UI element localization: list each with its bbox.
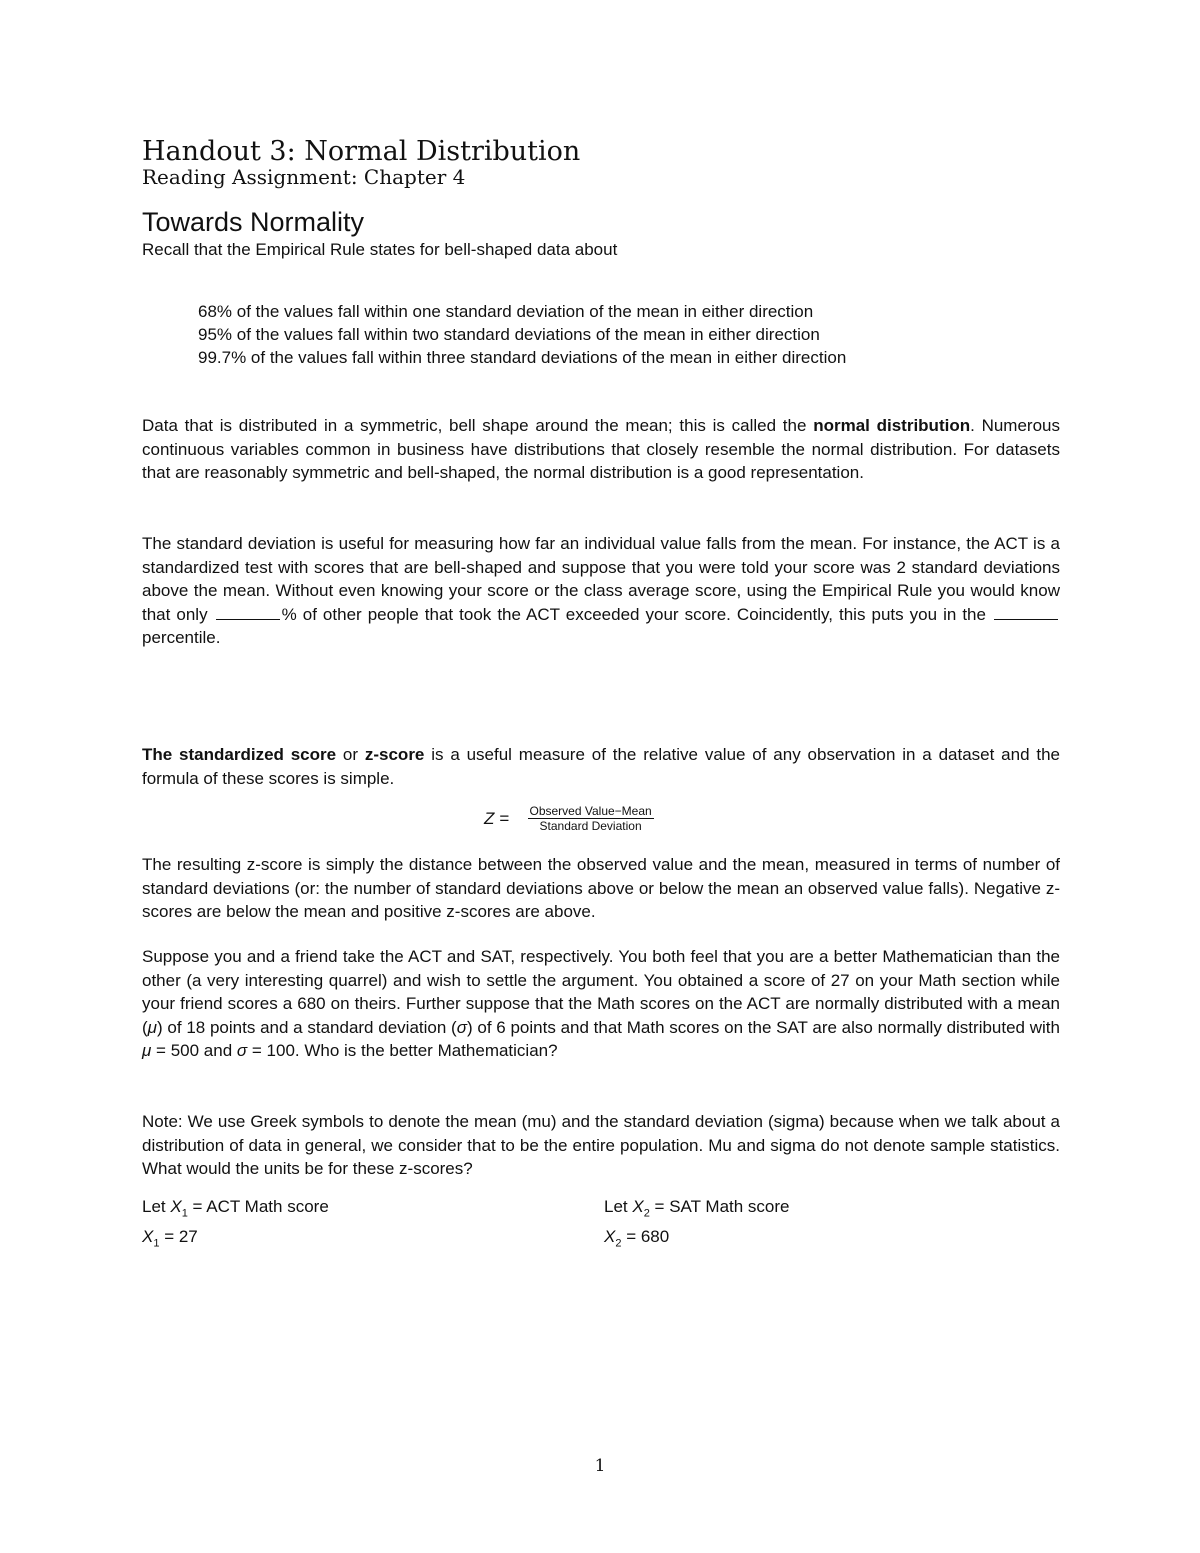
- section-heading: Towards Normality: [142, 207, 365, 237]
- normal-distribution-paragraph: Data that is distributed in a symmetric, bell shape around the mean; this is called the normal distribution. Numerous continuous variables common in business have distributions that closely resemble the normal distribution. For datasets that are reasonably symmetric and bell-shaped, the normal distribution is a good representation.: [142, 416, 1060, 482]
- percentile-blank[interactable]: [994, 605, 1058, 620]
- rule-99-7: 99.7% of the values fall within three standard deviations of the mean in either direction: [198, 348, 847, 367]
- z-score-term: z-score: [364, 745, 425, 764]
- z-score-paragraph: The standardized score or z-score is a useful measure of the relative value of any observation in a dataset and the formula of these scores is simple.: [142, 745, 1060, 788]
- rule-68: 68% of the values fall within one standard deviation of the mean in either direction: [198, 302, 814, 321]
- act-sat-paragraph: Suppose you and a friend take the ACT and SAT, respectively. You both feel that you are a better Mathematician than the other (a very interesting quarrel) and wish to settle the argument. You obtained a score of 27 on your Math section while your friend scores a 680 on theirs. Further suppose that the Math scores on the ACT are normally distributed with a mean (μ) of 18 points and a standard deviation (σ) of 6 points and that Math scores on the SAT are also normally distributed with μ = 500 and σ = 100. Who is the better Mathematician?: [142, 947, 1060, 1060]
- formula-lhs: Z =: [484, 808, 510, 828]
- sigma-symbol: σ: [456, 1017, 467, 1037]
- formula-fraction: [528, 804, 654, 833]
- z-score-explanation: The resulting z-score is simply the distance between the observed value and the mean, measured in terms of number of standard deviations (or: the number of standard deviations above or below the mean an observed value falls). Negative z-scores are below the mean and positive z-scores are above.: [142, 855, 1060, 921]
- formula-numerator: Observed Value−Mean: [529, 804, 652, 818]
- empirical-rule-intro: Recall that the Empirical Rule states for bell-shaped data about: [142, 240, 618, 259]
- z-score-formula: [484, 804, 654, 833]
- normal-distribution-term: normal distribution: [813, 416, 971, 435]
- rule-95: 95% of the values fall within two standard deviations of the mean in either direction: [198, 325, 820, 344]
- sat-variable-value: $X_2 = 680$: [604, 1227, 670, 1250]
- mu-symbol: μ: [142, 1041, 152, 1060]
- reading-assignment: Reading Assignment: Chapter 4: [142, 165, 466, 189]
- sat-variable-definition: Let $X_2$ = SAT Math score: [604, 1197, 790, 1220]
- sigma-symbol: σ: [236, 1041, 248, 1060]
- greek-symbols-note: Note: We use Greek symbols to denote the mean (mu) and the standard deviation (sigma) because when we talk about a distribution of data in general, we consider that to be the entire population. Mu and sigma do not denote sample statistics. What would the units be for these z-scores?: [142, 1112, 1060, 1178]
- empirical-rule-list: [198, 300, 846, 369]
- mu-symbol: μ: [147, 1017, 157, 1037]
- sat-variable-block: [604, 1195, 790, 1256]
- formula-denominator: Standard Deviation: [539, 819, 642, 833]
- percent-blank[interactable]: [216, 605, 280, 620]
- standardized-score-term: The standardized score: [142, 745, 337, 764]
- page-number: 1: [594, 1456, 606, 1476]
- act-variable-definition: Let $X_1$ = ACT Math score: [142, 1197, 329, 1220]
- handout-title: Handout 3: Normal Distribution: [142, 136, 581, 167]
- standard-deviation-paragraph: The standard deviation is useful for measuring how far an individual value falls from the mean. For instance, the ACT is a standardized test with scores that are bell-shaped and suppose that you were told your score was 2 standard deviations above the mean. Without even knowing your score or the class average score, using the Empirical Rule you would know that only % of other people that took the ACT exceeded your score. Coincidently, this puts you in the percentile.: [142, 534, 1060, 647]
- act-variable-block: [142, 1195, 329, 1256]
- act-variable-value: $X_1 = 27$: [142, 1227, 198, 1250]
